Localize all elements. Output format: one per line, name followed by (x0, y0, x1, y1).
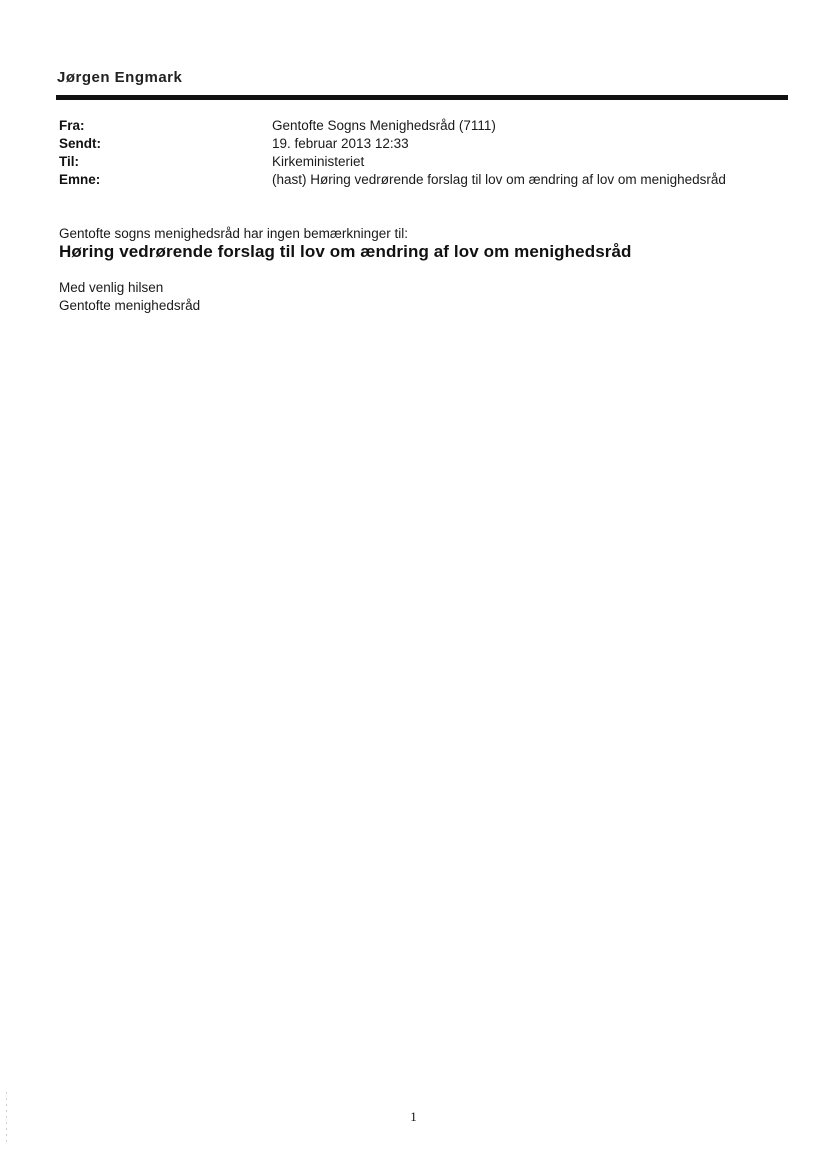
header-row-subject (59, 171, 779, 189)
closing-block (59, 279, 200, 315)
subject-label: Emne: (59, 172, 101, 187)
header-row-sent (59, 135, 779, 153)
closing-signature: Gentofte menighedsråd (59, 298, 201, 313)
header-row-from (59, 117, 779, 135)
body-heading: Høring vedrørende forslag til lov om ændring af lov om menighedsråd (59, 242, 632, 261)
closing-greeting: Med venlig hilsen (59, 280, 164, 295)
email-header-fields (59, 117, 779, 189)
cut-off-sender-name: Jørgen Engmark (57, 69, 183, 86)
header-row-to (59, 153, 779, 171)
sent-value: 19. februar 2013 12:33 (272, 136, 409, 151)
scan-artifact (6, 1092, 7, 1142)
sent-label: Sendt: (59, 136, 101, 151)
body-intro: Gentofte sogns menighedsråd har ingen bemærkninger til: (59, 226, 408, 241)
to-label: Til: (59, 154, 79, 169)
from-value: Gentofte Sogns Menighedsråd (7111) (272, 118, 496, 133)
header-divider (56, 95, 788, 100)
from-label: Fra: (59, 118, 85, 133)
page-number: 1 (410, 1109, 417, 1124)
to-value: Kirkeministeriet (272, 154, 365, 169)
subject-value: (hast) Høring vedrørende forslag til lov om ændring af lov om menighedsråd (272, 172, 726, 187)
